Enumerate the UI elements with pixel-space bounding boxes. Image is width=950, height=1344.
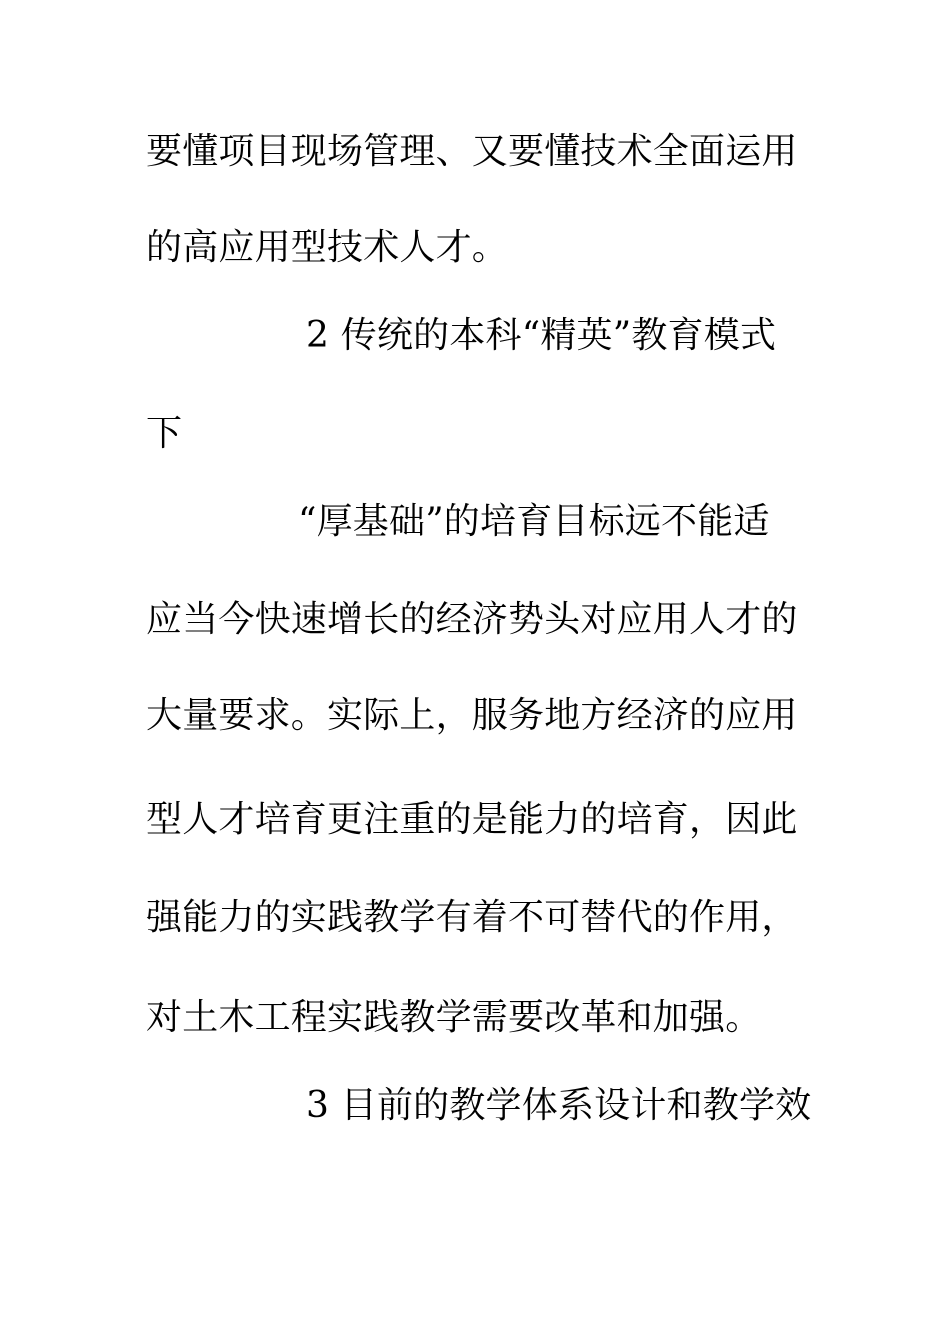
section-heading-2: 2 传统的本科“精英”教育模式 [306, 315, 777, 356]
section-heading-3: 3 目前的教学体系设计和教学效 [306, 1085, 812, 1126]
text-line-1: 要懂项目现场管理、又要懂技术全面运用 [146, 131, 798, 172]
text-line-9: 强能力的实践教学有着不可替代的作用， [146, 897, 798, 938]
text-line-10: 对土木工程实践教学需要改革和加强。 [146, 997, 762, 1038]
text-line-4: 下 [146, 413, 183, 454]
text-line-6: 应当今快速增长的经济势头对应用人才的 [146, 599, 798, 640]
text-line-5: “厚基础”的培育目标远不能适 [298, 501, 770, 542]
text-line-7: 大量要求。实际上，服务地方经济的应用 [146, 695, 798, 736]
text-line-8: 型人才培育更注重的是能力的培育，因此 [146, 799, 798, 840]
text-line-2: 的高应用型技术人才。 [146, 227, 509, 268]
